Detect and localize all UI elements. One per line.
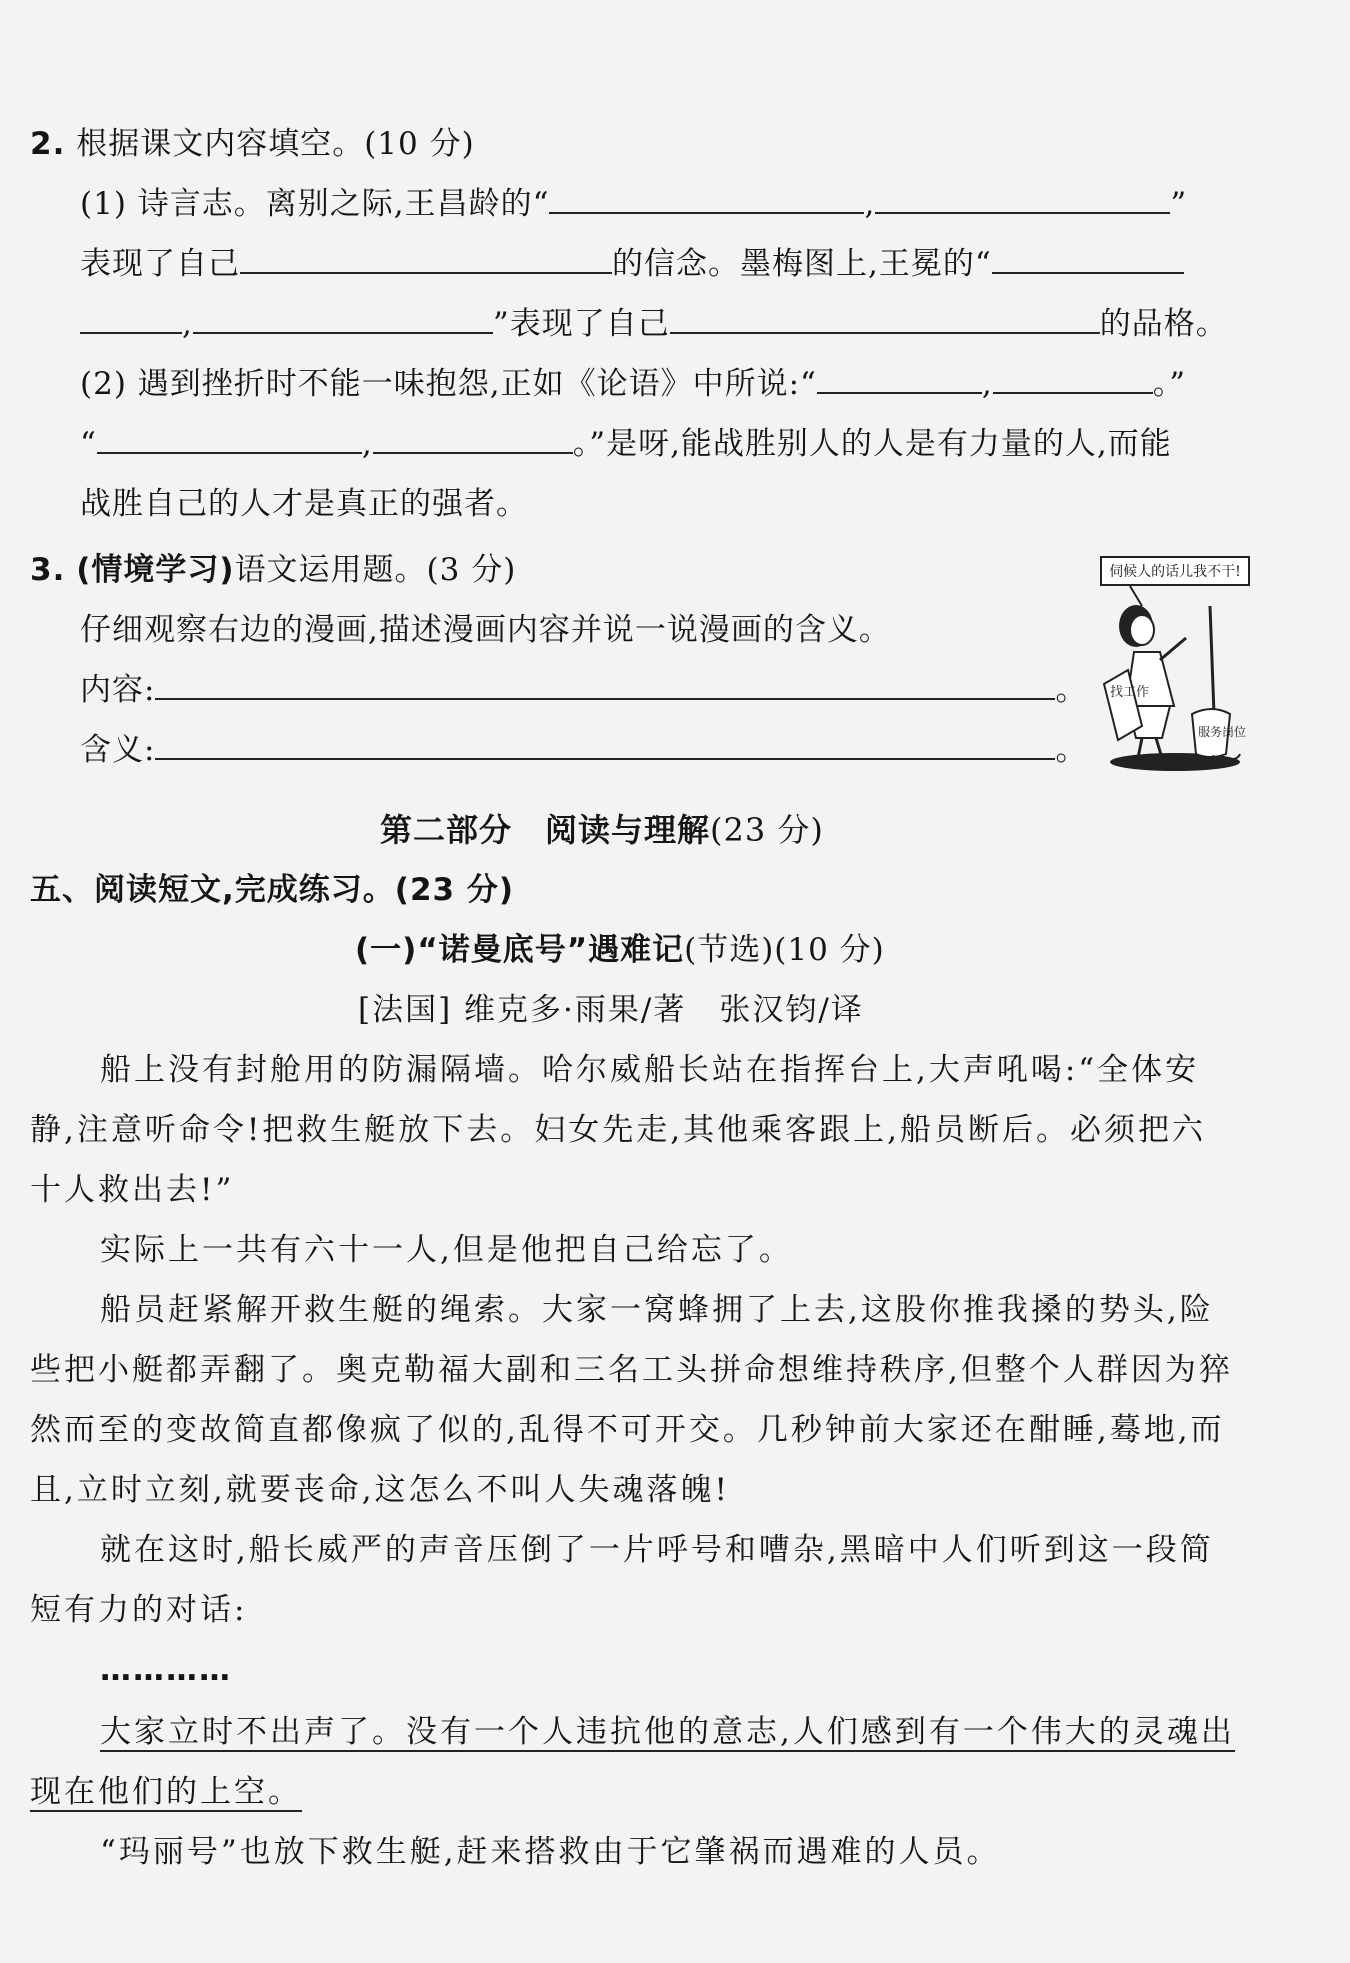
passage-line: 十人救出去!”: [30, 1172, 235, 1208]
comma: ,: [361, 426, 373, 462]
ellipsis-line: …………: [100, 1652, 232, 1688]
passage-line: 且,立时立刻,就要丧命,这怎么不叫人失魂落魄!: [30, 1472, 731, 1508]
cartoon-drawing: [1100, 556, 1250, 774]
answer-blank[interactable]: [670, 302, 1100, 334]
underlined-sentence-part-1: 大家立时不出声了。没有一个人违抗他的意志,人们感到有一个伟大的灵魂出: [100, 1714, 1235, 1750]
answer-blank[interactable]: [193, 302, 493, 334]
q2-p1-e: 的品格。: [1099, 306, 1228, 342]
underlined-sentence-part-2: 现在他们的上空。: [30, 1774, 302, 1810]
answer-blank[interactable]: [993, 362, 1153, 394]
passage-line: 然而至的变故简直都像疯了似的,乱得不可开交。几秒钟前大家还在酣睡,蓦地,而: [30, 1412, 1225, 1448]
period-quote: 。”: [1152, 366, 1187, 402]
cartoon-illustration: [1100, 556, 1250, 774]
passage-line: 静,注意听命令!把救生艇放下去。妇女先走,其他乘客跟上,船员断后。必须把六: [30, 1112, 1207, 1148]
part-two-title: [380, 808, 824, 852]
passage-line-underlined: [100, 1710, 1235, 1754]
content-answer-blank[interactable]: [155, 668, 1055, 700]
passage-title-main: (一)“诺曼底号”遇难记: [355, 932, 685, 968]
q2-line-6: [80, 482, 528, 526]
passage-line: 实际上一共有六十一人,但是他把自己给忘了。: [100, 1232, 793, 1268]
meaning-label: 含义:: [80, 732, 156, 768]
passage-title-note: (节选)(10 分): [684, 932, 885, 968]
answer-blank[interactable]: [373, 422, 573, 454]
q3-heading: [30, 548, 516, 592]
end-mark: 。: [1055, 672, 1088, 708]
author-line: [法国] 维克多·雨果/著 张汉钧/译: [358, 992, 864, 1028]
q2-p2-b: 。”是呀,能战胜别人的人是有力量的人,而能: [572, 426, 1172, 462]
section-five-heading: 五、阅读短文,完成练习。(23 分): [30, 872, 515, 908]
q3-number: 3.: [30, 552, 66, 588]
passage-line: 船员赶紧解开救生艇的绳索。大家一窝蜂拥了上去,这股你推我搡的势头,险: [100, 1292, 1214, 1328]
q2-number: 2.: [30, 126, 66, 162]
q3-content-line: [80, 668, 1087, 712]
answer-blank[interactable]: [97, 422, 362, 454]
q3-stem: 语文运用题。(3 分): [234, 552, 517, 588]
q2-p1-c: 的信念。墨梅图上,王冕的“: [612, 246, 992, 282]
passage-line: 就在这时,船长威严的声音压倒了一片呼号和嘈杂,黑暗中人们听到这一段简: [100, 1532, 1214, 1568]
open-quote: “: [80, 426, 97, 462]
answer-blank[interactable]: [875, 182, 1170, 214]
passage-line: 短有力的对话:: [30, 1592, 248, 1628]
comma: ,: [864, 186, 876, 222]
q3-tag: (情境学习): [76, 552, 235, 588]
q3-meaning-line: [80, 728, 1087, 772]
content-label: 内容:: [80, 672, 156, 708]
q2-p1-a: (1) 诗言志。离别之际,王昌龄的“: [80, 186, 550, 222]
passage-title: [355, 928, 885, 972]
speech-bubble: 伺候人的话儿我不干!: [1100, 556, 1250, 586]
q2-line-2: [80, 242, 1184, 286]
q2-line-4: [80, 362, 1186, 406]
q2-heading: [30, 122, 475, 166]
part-two-score: (23 分): [710, 811, 824, 849]
q2-line-5: [80, 422, 1172, 466]
q2-p1-b: 表现了自己: [80, 246, 240, 282]
answer-blank[interactable]: [817, 362, 982, 394]
passage-line: 些把小艇都弄翻了。奥克勒福大副和三名工头拼命想维持秩序,但整个人群因为猝: [30, 1352, 1233, 1388]
passage-line-underlined: [30, 1770, 302, 1814]
comma: ,: [182, 306, 193, 342]
bag-label: 服务岗位: [1198, 725, 1247, 739]
q2-line-1: [80, 182, 1187, 226]
close-quote: ”: [1170, 186, 1188, 222]
part-two-heading: 第二部分 阅读与理解: [380, 811, 711, 849]
q2-line-3: [80, 302, 1228, 346]
end-mark: 。: [1055, 732, 1088, 768]
answer-blank[interactable]: [80, 302, 182, 334]
answer-blank[interactable]: [240, 242, 612, 274]
answer-blank[interactable]: [549, 182, 864, 214]
q2-p2-a: (2) 遇到挫折时不能一味抱怨,正如《论语》中所说:“: [80, 366, 817, 402]
q2-p1-d: ”表现了自己: [492, 306, 670, 342]
meaning-answer-blank[interactable]: [155, 728, 1055, 760]
comma: ,: [981, 366, 993, 402]
q3-instruction: 仔细观察右边的漫画,描述漫画内容并说一说漫画的含义。: [80, 612, 891, 648]
q2-stem: 根据课文内容填空。(10 分): [76, 126, 475, 162]
paper-label: 找工作: [1110, 685, 1150, 700]
passage-line: 船上没有封舱用的防漏隔墙。哈尔威船长站在指挥台上,大声吼喝:“全体安: [100, 1052, 1200, 1088]
answer-blank[interactable]: [992, 242, 1184, 274]
passage-line: “玛丽号”也放下救生艇,赶来搭救由于它肇祸而遇难的人员。: [100, 1834, 1001, 1870]
q2-p2-c: 战胜自己的人才是真正的强者。: [80, 486, 528, 522]
